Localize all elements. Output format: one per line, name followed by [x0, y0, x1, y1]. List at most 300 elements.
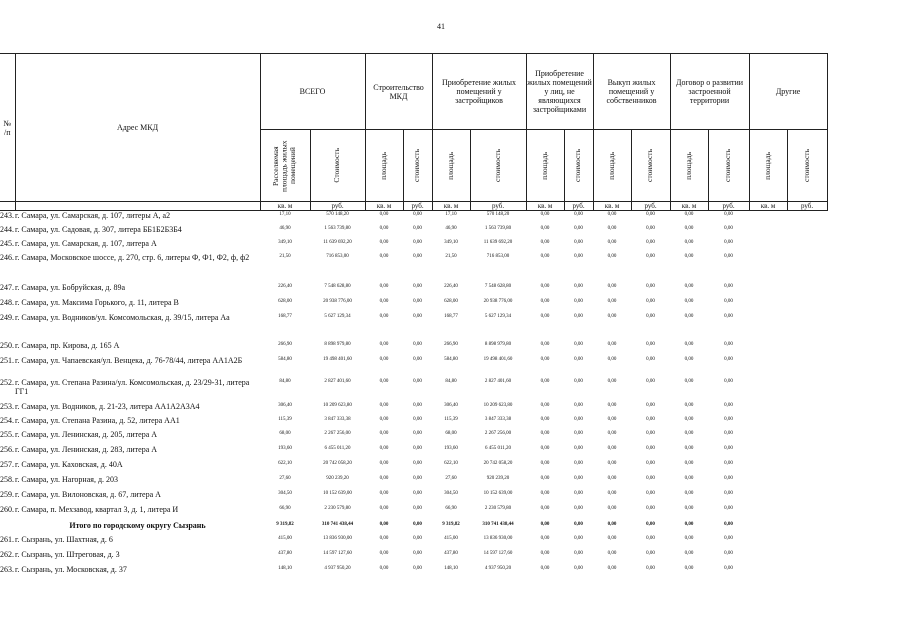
cell-d-cost: 13 836 930,00: [483, 535, 513, 541]
cell-n-area: 0,00: [540, 445, 550, 451]
cell-other-area: [749, 239, 787, 253]
cell-other-cost: [787, 211, 827, 225]
table-row: [0, 535, 827, 550]
cell-d-cost: 2 267 256,00: [484, 430, 512, 436]
cell-c-cost: 0,00: [413, 505, 422, 511]
cell-c-cost: 0,00: [413, 313, 422, 319]
subheader-cost: стоимость: [787, 130, 827, 202]
cell-c-cost: 0,00: [413, 212, 422, 217]
unit-area: кв. м: [593, 202, 631, 211]
cell-other-area: [749, 535, 787, 550]
cell-cost: 14 597 127,60: [323, 550, 352, 556]
cell-area: 584,80: [278, 356, 292, 362]
cell-b-area: 0,00: [607, 521, 617, 527]
cell-d-cost: 20 938 776,00: [483, 298, 513, 304]
cell-cost: 2 230 579,80: [324, 505, 351, 511]
cell-b-cost: 0,00: [646, 298, 655, 304]
cell-other-cost: [787, 505, 827, 521]
cell-c-area: 0,00: [379, 225, 389, 231]
row-address: г. Самара, п. Мехзавод, квартал 3, д. 1, литера И: [15, 504, 179, 514]
cell-d-area: 148,10: [444, 565, 458, 571]
subheader-area: площадь: [670, 130, 708, 202]
cell-d-area: 622,10: [444, 460, 458, 466]
row-number: 244.: [0, 224, 14, 234]
cell-other-cost: [787, 283, 827, 298]
cell-n-area: 0,00: [540, 535, 550, 541]
cell-t-area: 0,00: [684, 378, 694, 384]
row-address: г. Самара, ул. Степана Разина, д. 52, литера АА1: [15, 415, 180, 425]
cell-cost: 6 455 011,20: [324, 445, 351, 451]
row-address: г. Самара, ул. Самарская, д. 107, литера А: [15, 238, 157, 248]
row-number: 248.: [0, 297, 14, 307]
cell-c-cost: 0,00: [413, 416, 422, 422]
cell-t-cost: 0,00: [724, 378, 733, 384]
cell-n-area: 0,00: [540, 378, 550, 384]
cell-t-cost: 0,00: [724, 550, 733, 556]
cell-d-cost: 10 209 623,80: [483, 402, 513, 408]
cell-c-cost: 0,00: [413, 550, 422, 556]
table-row: [0, 239, 827, 253]
cell-n-cost: 0,00: [574, 239, 583, 245]
cell-n-cost: 0,00: [574, 402, 583, 408]
cell-t-cost: 0,00: [724, 565, 733, 571]
cell-t-cost: 0,00: [724, 430, 733, 436]
cell-c-area: 0,00: [379, 460, 389, 466]
cell-c-cost: 0,00: [413, 402, 422, 408]
cell-other-cost: [787, 416, 827, 430]
cell-cost: 13 836 930,00: [323, 535, 352, 541]
cell-b-area: 0,00: [607, 253, 617, 259]
cell-b-area: 0,00: [607, 341, 617, 347]
cell-area: 622,10: [278, 460, 292, 466]
cell-area: 21,50: [279, 253, 291, 259]
cell-n-cost: 0,00: [574, 253, 583, 259]
cell-b-area: 0,00: [607, 225, 617, 231]
cell-d-area: 115,39: [444, 416, 458, 422]
cell-other-area: [749, 253, 787, 283]
cell-c-area: 0,00: [379, 445, 389, 451]
row-number: 246.: [0, 252, 14, 262]
table-row: [0, 475, 827, 490]
subheader-area: площадь: [432, 130, 470, 202]
unit-rub: руб.: [403, 202, 432, 211]
cell-b-cost: 0,00: [646, 521, 655, 527]
cell-c-cost: 0,00: [413, 225, 422, 231]
unit-area: кв. м: [432, 202, 470, 211]
cell-d-area: 193,60: [444, 445, 458, 451]
cell-c-area: 0,00: [379, 378, 389, 384]
cell-b-cost: 0,00: [646, 283, 655, 289]
cell-other-area: [749, 225, 787, 239]
cell-cost: 716 853,00: [326, 253, 349, 259]
cell-t-area: 0,00: [684, 445, 694, 451]
cell-b-cost: 0,00: [646, 402, 655, 408]
table-row: [0, 211, 827, 225]
total-row: [0, 521, 827, 535]
row-number: 254.: [0, 415, 14, 425]
cell-c-area: 0,00: [379, 212, 389, 217]
cell-other-area: [749, 505, 787, 521]
cell-c-area: 0,00: [379, 356, 389, 362]
cell-t-area: 0,00: [684, 416, 694, 422]
cell-c-cost: 0,00: [413, 475, 422, 481]
header-total: ВСЕГО: [260, 54, 365, 130]
row-address: г. Самара, ул. Нагорная, д. 203: [15, 474, 119, 484]
cell-n-cost: 0,00: [574, 283, 583, 289]
cell-d-cost: 10 152 639,00: [483, 490, 513, 496]
cell-c-cost: 0,00: [413, 253, 422, 259]
cell-n-cost: 0,00: [574, 535, 583, 541]
cell-other-cost: [787, 402, 827, 416]
cell-b-cost: 0,00: [646, 212, 655, 217]
row-address: г. Самара, ул. Бобруйская, д. 89а: [15, 282, 126, 292]
cell-t-cost: 0,00: [724, 253, 733, 259]
row-number: 259.: [0, 489, 14, 499]
table-header: [0, 54, 827, 211]
cell-d-area: 168,77: [444, 313, 458, 319]
cell-t-area: 0,00: [684, 430, 694, 436]
cell-other-area: [749, 356, 787, 378]
cell-b-cost: 0,00: [646, 356, 655, 362]
row-address: г. Самара, пр. Кирова, д. 165 А: [15, 340, 120, 350]
cell-other-area: [749, 550, 787, 565]
cell-b-area: 0,00: [607, 445, 617, 451]
cell-d-area: 306,40: [444, 402, 458, 408]
cell-b-area: 0,00: [607, 356, 617, 362]
cell-t-cost: 0,00: [724, 356, 733, 362]
resettlement-table-page: [0, 53, 822, 639]
cell-b-cost: 0,00: [646, 535, 655, 541]
cell-area: 437,80: [278, 550, 292, 556]
subheader-cost: стоимость: [470, 130, 526, 202]
cell-b-cost: 0,00: [646, 239, 655, 245]
cell-other-cost: [787, 313, 827, 341]
cell-c-area: 0,00: [379, 521, 389, 527]
cell-b-area: 0,00: [607, 430, 617, 436]
cell-cost: 7 548 628,80: [324, 283, 351, 289]
cell-b-cost: 0,00: [646, 313, 655, 319]
cell-n-cost: 0,00: [574, 341, 583, 347]
cell-area: 9 319,82: [276, 521, 294, 527]
row-address: г. Сызрань, ул. Шахтная, д. 6: [15, 534, 113, 544]
row-address: г. Самара, ул. Чапаевская/ул. Венцека, д. 76-78/44, литера АА1А2Б: [15, 355, 243, 365]
cell-n-cost: 0,00: [574, 460, 583, 466]
row-address: г. Самара, ул. Каховская, д. 40А: [15, 459, 123, 469]
table-row: [0, 402, 827, 416]
table-row: [0, 565, 827, 581]
cell-other-cost: [787, 565, 827, 581]
cell-area: 148,10: [278, 565, 292, 571]
cell-t-cost: 0,00: [724, 521, 733, 527]
cell-area: 168,77: [278, 313, 292, 319]
cell-d-cost: 6 455 011,20: [484, 445, 512, 451]
cell-d-cost: 1 563 739,80: [484, 225, 512, 231]
cell-t-cost: 0,00: [724, 225, 733, 231]
cell-c-cost: 0,00: [413, 341, 422, 347]
cell-n-cost: 0,00: [574, 378, 583, 384]
cell-area: 306,40: [278, 402, 292, 408]
row-address: г. Самара, ул. Максима Горького, д. 11, литера В: [15, 297, 179, 307]
cell-other-area: [749, 211, 787, 225]
cell-t-area: 0,00: [684, 298, 694, 304]
cell-d-area: 9 319,82: [442, 521, 460, 527]
cell-b-cost: 0,00: [646, 505, 655, 511]
cell-b-cost: 0,00: [646, 430, 655, 436]
cell-c-area: 0,00: [379, 402, 389, 408]
row-number: 262.: [0, 549, 14, 559]
cell-d-cost: 570 148,20: [486, 212, 510, 217]
row-number: 260.: [0, 504, 14, 514]
cell-other-cost: [787, 378, 827, 402]
cell-cost: 3 847 333,38: [324, 416, 351, 422]
header-development-contract: Договор о развитии застроенной территории: [670, 54, 749, 130]
cell-t-area: 0,00: [684, 239, 694, 245]
cell-other-cost: [787, 239, 827, 253]
cell-c-cost: 0,00: [413, 239, 422, 245]
cell-other-area: [749, 475, 787, 490]
table-row: [0, 445, 827, 460]
cell-c-area: 0,00: [379, 298, 389, 304]
cell-area: 193,60: [278, 445, 292, 451]
cell-c-cost: 0,00: [413, 445, 422, 451]
row-address: г. Сызрань, ул. Штреговая, д. 3: [15, 549, 120, 559]
cell-c-cost: 0,00: [413, 378, 422, 384]
cell-n-area: 0,00: [540, 253, 550, 259]
cell-t-area: 0,00: [684, 550, 694, 556]
cell-c-area: 0,00: [379, 505, 389, 511]
cell-area: 628,00: [278, 298, 292, 304]
row-number: 263.: [0, 564, 14, 574]
cell-cost: 2 267 256,00: [324, 430, 351, 436]
row-address: г. Самара, ул. Водников, д. 21-23, литера АА1А2А3А4: [15, 401, 200, 411]
cell-c-area: 0,00: [379, 313, 389, 319]
cell-b-area: 0,00: [607, 490, 617, 496]
row-address: г. Самара, ул. Садовая, д. 307, литера ББ1Б2Б3Б4: [15, 224, 182, 234]
subheader-area: площадь: [365, 130, 403, 202]
cell-b-area: 0,00: [607, 535, 617, 541]
table-row: [0, 505, 827, 521]
cell-area: 304,50: [278, 490, 292, 496]
cell-t-area: 0,00: [684, 313, 694, 319]
cell-n-area: 0,00: [540, 460, 550, 466]
cell-d-cost: 920 239,20: [486, 475, 510, 481]
cell-n-cost: 0,00: [574, 313, 583, 319]
cell-c-area: 0,00: [379, 475, 389, 481]
cell-b-cost: 0,00: [646, 445, 655, 451]
cell-n-cost: 0,00: [574, 212, 583, 217]
cell-n-cost: 0,00: [574, 298, 583, 304]
subheader-area: площадь: [749, 130, 787, 202]
cell-other-cost: [787, 535, 827, 550]
table-row: [0, 341, 827, 356]
header-purchase-non-developers: Приобретение жилых помещений у лиц, не являющихся застройщиками: [526, 54, 593, 130]
cell-b-cost: 0,00: [646, 490, 655, 496]
unit-rub: руб.: [564, 202, 593, 211]
subheader-cost: стоимость: [403, 130, 432, 202]
table-row: [0, 298, 827, 313]
cell-other-cost: [787, 490, 827, 505]
cell-other-cost: [787, 341, 827, 356]
cell-n-area: 0,00: [540, 239, 550, 245]
cell-d-area: 226,40: [444, 283, 458, 289]
cell-b-cost: 0,00: [646, 550, 655, 556]
header-construction: Строительство МКД: [365, 54, 432, 130]
header-other: Другие: [749, 54, 827, 130]
cell-n-area: 0,00: [540, 490, 550, 496]
unit-rub: руб.: [787, 202, 827, 211]
cell-t-area: 0,00: [684, 475, 694, 481]
cell-area: 415,00: [278, 535, 292, 541]
cell-n-area: 0,00: [540, 283, 550, 289]
table-row: [0, 283, 827, 298]
cell-c-area: 0,00: [379, 565, 389, 571]
cell-b-area: 0,00: [607, 416, 617, 422]
row-number: 257.: [0, 459, 14, 469]
table-row: [0, 356, 827, 378]
table-row: [0, 460, 827, 475]
subheader-area: площадь: [593, 130, 631, 202]
unit-rub: руб.: [631, 202, 670, 211]
cell-cost: 10 152 639,00: [323, 490, 352, 496]
cell-t-area: 0,00: [684, 283, 694, 289]
cell-c-area: 0,00: [379, 550, 389, 556]
cell-area: 17,10: [279, 212, 291, 217]
unit-area: кв. м: [670, 202, 708, 211]
cell-d-area: 46,90: [445, 225, 457, 231]
cell-other-cost: [787, 460, 827, 475]
cell-t-cost: 0,00: [724, 212, 733, 217]
cell-cost: 570 148,20: [326, 212, 349, 217]
cell-n-area: 0,00: [540, 341, 550, 347]
cell-b-area: 0,00: [607, 298, 617, 304]
cell-other-cost: [787, 298, 827, 313]
cell-d-cost: 8 898 979,80: [484, 341, 512, 347]
cell-other-area: [749, 283, 787, 298]
cell-other-cost: [787, 445, 827, 460]
cell-cost: 1 563 739,80: [324, 225, 351, 231]
cell-n-area: 0,00: [540, 225, 550, 231]
cell-other-area: [749, 565, 787, 581]
cell-d-area: 84,80: [445, 378, 457, 384]
cell-b-cost: 0,00: [646, 341, 655, 347]
cell-b-area: 0,00: [607, 550, 617, 556]
cell-b-cost: 0,00: [646, 416, 655, 422]
cell-n-cost: 0,00: [574, 521, 583, 527]
cell-n-area: 0,00: [540, 402, 550, 408]
cell-other-area: [749, 430, 787, 445]
cell-c-area: 0,00: [379, 341, 389, 347]
subheader-area: площадь: [526, 130, 564, 202]
cell-other-area: [749, 402, 787, 416]
header-number: № /п: [0, 54, 15, 202]
unit-area: кв. м: [526, 202, 564, 211]
cell-n-cost: 0,00: [574, 225, 583, 231]
cell-other-cost: [787, 475, 827, 490]
cell-area: 115,39: [278, 416, 292, 422]
cell-t-area: 0,00: [684, 460, 694, 466]
cell-t-cost: 0,00: [724, 475, 733, 481]
cell-c-cost: 0,00: [413, 535, 422, 541]
cell-d-cost: 3 847 333,38: [484, 416, 512, 422]
unit-rub: руб.: [470, 202, 526, 211]
cell-d-cost: 2 230 579,80: [484, 505, 512, 511]
cell-d-area: 66,90: [445, 505, 457, 511]
cell-other-cost: [787, 225, 827, 239]
cell-t-area: 0,00: [684, 225, 694, 231]
cell-b-area: 0,00: [607, 475, 617, 481]
cell-d-cost: 310 741 438,44: [482, 521, 514, 527]
cell-other-area: [749, 521, 787, 535]
cell-c-area: 0,00: [379, 535, 389, 541]
cell-other-area: [749, 460, 787, 475]
cell-b-area: 0,00: [607, 212, 617, 217]
cell-cost: 11 639 692,20: [323, 239, 352, 245]
cell-t-cost: 0,00: [724, 505, 733, 511]
cell-t-area: 0,00: [684, 356, 694, 362]
row-number: [0, 521, 15, 535]
cell-d-area: 628,00: [444, 298, 458, 304]
row-number: 253.: [0, 401, 14, 411]
cell-c-area: 0,00: [379, 239, 389, 245]
cell-c-cost: 0,00: [413, 565, 422, 571]
table-row: [0, 430, 827, 445]
cell-n-area: 0,00: [540, 521, 550, 527]
cell-t-area: 0,00: [684, 505, 694, 511]
cell-d-area: 349,10: [444, 239, 458, 245]
cell-b-cost: 0,00: [646, 253, 655, 259]
cell-b-area: 0,00: [607, 283, 617, 289]
unit-area: кв. м: [365, 202, 403, 211]
table-row: [0, 253, 827, 283]
cell-other-cost: [787, 550, 827, 565]
cell-d-area: 68,00: [445, 430, 457, 436]
cell-t-cost: 0,00: [724, 490, 733, 496]
cell-other-area: [749, 378, 787, 402]
cell-t-cost: 0,00: [724, 535, 733, 541]
cell-t-cost: 0,00: [724, 313, 733, 319]
table-row: [0, 225, 827, 239]
cell-c-cost: 0,00: [413, 490, 422, 496]
cell-d-area: 437,80: [444, 550, 458, 556]
cell-b-cost: 0,00: [646, 565, 655, 571]
table-body: [0, 211, 827, 581]
subheader-cost: стоимость: [564, 130, 593, 202]
cell-b-cost: 0,00: [646, 460, 655, 466]
cell-n-cost: 0,00: [574, 565, 583, 571]
row-address: г. Самара, ул. Ленинская, д. 205, литера А: [15, 429, 158, 439]
cell-t-area: 0,00: [684, 341, 694, 347]
cell-cost: 8 898 979,80: [324, 341, 351, 347]
subheader-cost: Стоимость: [310, 130, 365, 202]
cell-d-area: 21,50: [445, 253, 457, 259]
cell-c-area: 0,00: [379, 416, 389, 422]
row-address: г. Самара, ул. Водников/ул. Комсомольская, д. 39/15, литера Аа: [15, 312, 230, 322]
cell-t-cost: 0,00: [724, 460, 733, 466]
cell-n-area: 0,00: [540, 298, 550, 304]
cell-b-area: 0,00: [607, 239, 617, 245]
cell-n-area: 0,00: [540, 356, 550, 362]
cell-area: 226,40: [278, 283, 292, 289]
row-address: г. Самара, ул. Ленинская, д. 283, литера А: [15, 444, 158, 454]
row-address: г. Самара, ул. Степана Разина/ул. Комсомольская, д. 23/29-31, литера ГГ1: [15, 377, 250, 396]
row-number: 251.: [0, 355, 14, 365]
cell-t-area: 0,00: [684, 253, 694, 259]
cell-d-cost: 2 827 401,60: [484, 378, 512, 384]
row-number: 258.: [0, 474, 14, 484]
row-number: 247.: [0, 282, 14, 292]
cell-d-cost: 11 639 692,20: [483, 239, 513, 245]
cell-cost: 2 827 401,60: [324, 378, 351, 384]
